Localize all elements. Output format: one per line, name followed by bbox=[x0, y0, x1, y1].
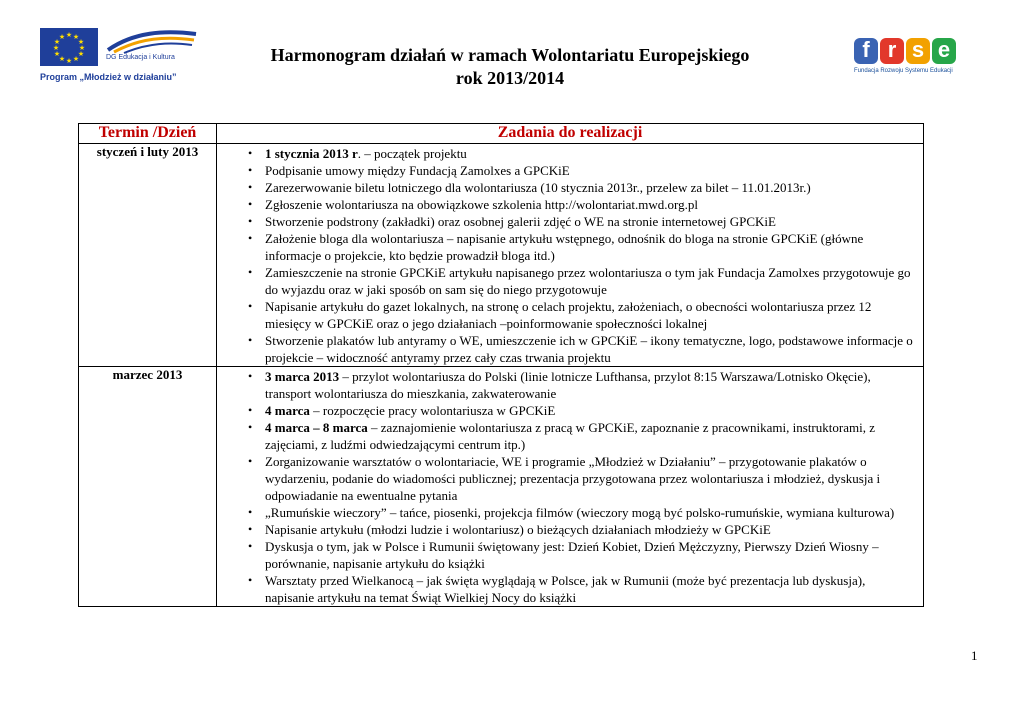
task-text: „Rumuńskie wieczory” – tańce, piosenki, projekcja filmów (wieczory mogą być polsko-rumuńskie, wymiana kulturowa) bbox=[265, 505, 895, 520]
title-line-1: Harmonogram działań w ramach Wolontariatu Europejskiego bbox=[270, 45, 750, 65]
task-item bbox=[217, 504, 917, 521]
tasks-column-header: Zadania do realizacji bbox=[217, 124, 924, 144]
svg-text:★: ★ bbox=[72, 33, 80, 41]
tasks-cell bbox=[217, 144, 924, 367]
table-row bbox=[79, 367, 924, 607]
table-row bbox=[79, 144, 924, 367]
task-list bbox=[217, 367, 923, 606]
task-item bbox=[217, 213, 917, 230]
task-text: Napisanie artykułu do gazet lokalnych, na stronę o celach projektu, założeniach, o obecności wolontariusza przez 12 miesięcy w GPCKiE oraz o jego działaniach –poinformowanie społeczności lokalnej bbox=[265, 299, 872, 331]
task-text: . – początek projektu bbox=[357, 146, 467, 161]
frse-letter: r bbox=[880, 38, 904, 64]
task-date: 4 marca – 8 marca bbox=[265, 420, 368, 435]
task-item bbox=[217, 572, 917, 606]
eu-program-logo bbox=[40, 28, 200, 84]
schedule-table bbox=[78, 123, 924, 607]
svg-text:★: ★ bbox=[52, 44, 60, 52]
svg-text:★: ★ bbox=[65, 31, 73, 39]
task-item bbox=[217, 419, 917, 453]
svg-text:★: ★ bbox=[72, 55, 80, 63]
frse-letters bbox=[854, 38, 956, 68]
svg-text:★: ★ bbox=[53, 50, 61, 58]
task-text: Zorganizowanie warsztatów o wolontariacie, WE i programie „Młodzież w Działaniu” – przygotowanie plakatów o wydarzeniu, podanie do wiadomości publicznej; prezentacja przygotowana przez wolontariusza i młodzież, dyskusja i odpowiadanie na ewentualne pytania bbox=[265, 454, 881, 503]
task-item bbox=[217, 162, 917, 179]
svg-text:★: ★ bbox=[77, 50, 85, 58]
task-item bbox=[217, 264, 917, 298]
task-item bbox=[217, 368, 917, 402]
table-header-row bbox=[79, 124, 924, 144]
eu-flag-icon bbox=[40, 28, 98, 66]
task-date: 3 marca 2013 bbox=[265, 369, 340, 384]
svg-text:★: ★ bbox=[58, 33, 66, 41]
title-line-2: rok 2013/2014 bbox=[455, 68, 565, 88]
task-item bbox=[217, 179, 917, 196]
task-text: Zamieszczenie na stronie GPCKiE artykułu napisanego przez wolontariusza o tym jak Fundacja Zamolxes przygotowuje go do wyjazdu oraz w jaki sposób on sam się do niego przygotowuje bbox=[265, 265, 911, 297]
task-text: – przylot wolontariusza do Polski (linie lotnicze Lufthansa, przylot 8:15 Warszawa/Lotnisko Okęcie), transport wolontariusza do mieszkania, zakwaterowanie bbox=[265, 369, 871, 401]
page-title bbox=[230, 44, 790, 90]
task-item bbox=[217, 521, 917, 538]
frse-letter: f bbox=[854, 38, 878, 64]
task-item bbox=[217, 145, 917, 162]
task-list bbox=[217, 144, 923, 366]
dg-education-label: DG Edukacja i Kultura bbox=[106, 54, 175, 61]
task-item bbox=[217, 298, 917, 332]
frse-letter: s bbox=[906, 38, 930, 64]
frse-subtitle: Fundacja Rozwoju Systemu Edukacji bbox=[854, 68, 953, 74]
task-text: Zarezerwowanie biletu lotniczego dla wolontariusza (10 stycznia 2013r., przelew za bilet – 11.01.2013r.) bbox=[265, 180, 811, 195]
task-date: 1 stycznia 2013 r bbox=[265, 146, 358, 161]
task-text: Stworzenie plakatów lub antyramy o WE, umieszczenie ich w GPCKiE – ikony tematyczne, logo, podstawowe informacje o projekcie – widoczność antyramy przez cały czas trwania projektu bbox=[265, 333, 913, 365]
svg-text:★: ★ bbox=[53, 38, 61, 46]
svg-text:★: ★ bbox=[78, 44, 86, 52]
task-text: Zgłoszenie wolontariusza na obowiązkowe szkolenia http://wolontariat.mwd.org.pl bbox=[265, 197, 698, 212]
term-cell: marzec 2013 bbox=[79, 367, 217, 607]
task-text: Napisanie artykułu (młodzi ludzie i wolontariusz) o bieżących działaniach młodzieży w GPCKiE bbox=[265, 522, 771, 537]
task-date: 4 marca bbox=[265, 403, 310, 418]
task-item bbox=[217, 196, 917, 213]
task-item bbox=[217, 332, 917, 366]
task-text: – zaznajomienie wolontariusza z pracą w GPCKiE, zapoznanie z pracownikami, instruktorami, z zajęciami, z ludźmi odwiedzającymi centrum itp.) bbox=[265, 420, 875, 452]
task-item bbox=[217, 402, 917, 419]
svg-text:★: ★ bbox=[65, 57, 73, 65]
task-text: – rozpoczęcie pracy wolontariusza w GPCKiE bbox=[309, 403, 556, 418]
task-text: Dyskusja o tym, jak w Polsce i Rumunii świętowany jest: Dzień Kobiet, Dzień Mężczyzny, Pierwszy Dzień Wiosny – porównanie, napisanie artykułu do książki bbox=[265, 539, 879, 571]
page-number: 1 bbox=[971, 648, 978, 663]
task-text: Podpisanie umowy między Fundacją Zamolxes a GPCKiE bbox=[265, 163, 570, 178]
tasks-cell bbox=[217, 367, 924, 607]
program-label: Program „Młodzież w działaniu” bbox=[40, 72, 177, 82]
svg-text:★: ★ bbox=[77, 38, 85, 46]
frse-logo bbox=[854, 38, 964, 82]
frse-letter: e bbox=[932, 38, 956, 64]
task-item bbox=[217, 538, 917, 572]
svg-text:★: ★ bbox=[58, 55, 66, 63]
task-text: Stworzenie podstrony (zakładki) oraz osobnej galerii zdjęć o WE na stronie internetowej GPCKiE bbox=[265, 214, 776, 229]
task-text: Warsztaty przed Wielkanocą – jak święta wyglądają w Polsce, jak w Rumunii (może być prezentacja lub dyskusja), napisanie artykułu na temat Świąt Wielkiej Nocy do książki bbox=[265, 573, 866, 605]
task-item bbox=[217, 230, 917, 264]
task-item bbox=[217, 453, 917, 504]
task-text: Założenie bloga dla wolontariusza – napisanie artykułu wstępnego, odnośnik do bloga na stronie GPCKiE (główne informacje o projekcie, kto będzie prowadził bloga itd.) bbox=[265, 231, 864, 263]
term-cell: styczeń i luty 2013 bbox=[79, 144, 217, 367]
term-column-header: Termin /Dzień bbox=[79, 124, 217, 144]
